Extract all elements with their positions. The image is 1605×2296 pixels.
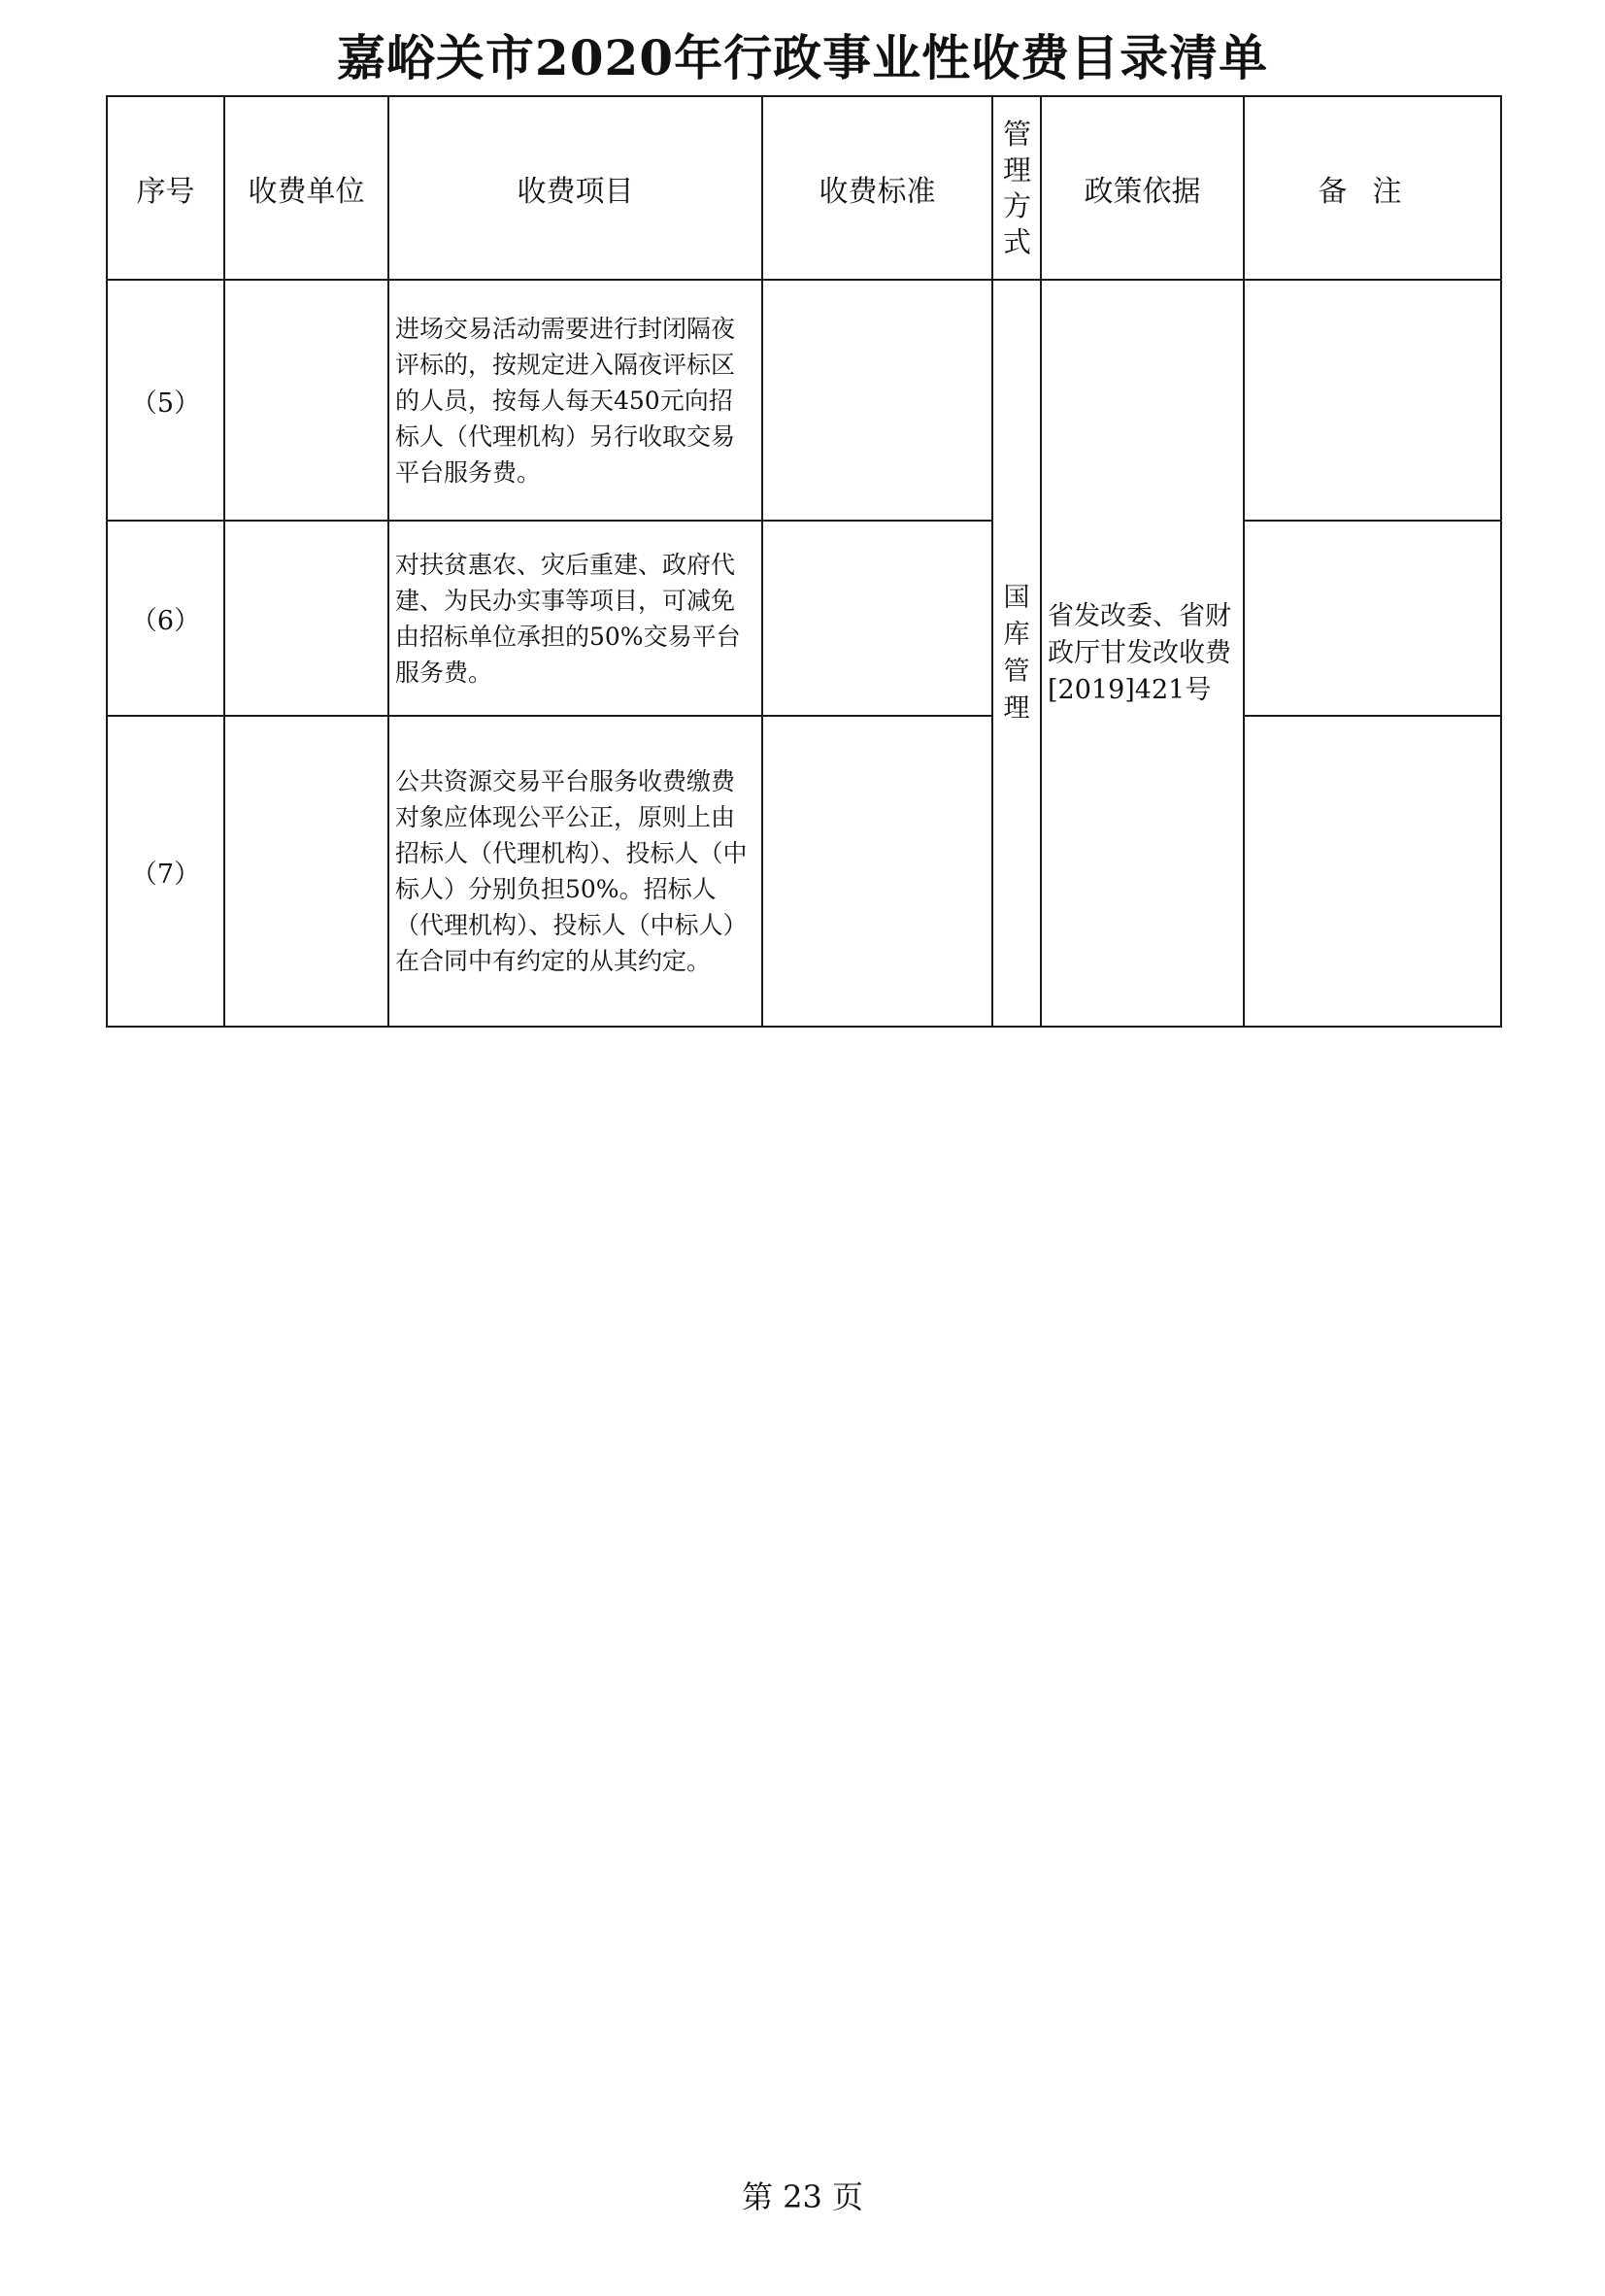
row-item: 对扶贫惠农、灾后重建、政府代建、为民办实事等项目，可减免由招标单位承担的50%交易平台服务费。 (388, 521, 762, 716)
row-no: （6） (107, 521, 224, 716)
header-item: 收费项目 (388, 96, 762, 280)
header-no: 序号 (107, 96, 224, 280)
row-unit (224, 716, 388, 1027)
row-standard (762, 716, 992, 1027)
row-item: 公共资源交易平台服务收费缴费对象应体现公平公正，原则上由招标人（代理机构）、投标人（中标人）分别负担50%。招标人（代理机构）、投标人（中标人）在合同中有约定的从其约定。 (388, 716, 762, 1027)
page-title: 嘉峪关市2020年行政事业性收费目录清单 (336, 29, 1269, 86)
row-no: （7） (107, 716, 224, 1027)
table-row (107, 280, 1501, 521)
row-remark (1244, 280, 1501, 521)
row-standard (762, 280, 992, 521)
table-row (107, 716, 1501, 1027)
page-number: 第 23 页 (741, 2178, 864, 2215)
header-mgmt-label: 管理方式 (1003, 117, 1032, 258)
header-unit: 收费单位 (224, 96, 388, 280)
header-mgmt (992, 96, 1041, 280)
mgmt-cell: 国库管理 (992, 280, 1041, 1027)
row-unit (224, 521, 388, 716)
row-remark (1244, 716, 1501, 1027)
row-remark (1244, 521, 1501, 716)
row-no: （5） (107, 280, 224, 521)
row-unit (224, 280, 388, 521)
fee-catalog-table (106, 95, 1502, 1028)
table-header-row (107, 96, 1501, 280)
table-row (107, 521, 1501, 716)
policy-cell: 省发改委、省财政厅甘发改收费[2019]421号 (1041, 280, 1244, 1027)
row-item: 进场交易活动需要进行封闭隔夜评标的，按规定进入隔夜评标区的人员，按每人每天450元向招标人（代理机构）另行收取交易平台服务费。 (388, 280, 762, 521)
header-policy: 政策依据 (1041, 96, 1244, 280)
header-remark-label: 备注 (1318, 174, 1427, 209)
row-standard (762, 521, 992, 716)
header-remark (1244, 96, 1501, 280)
header-standard: 收费标准 (762, 96, 992, 280)
